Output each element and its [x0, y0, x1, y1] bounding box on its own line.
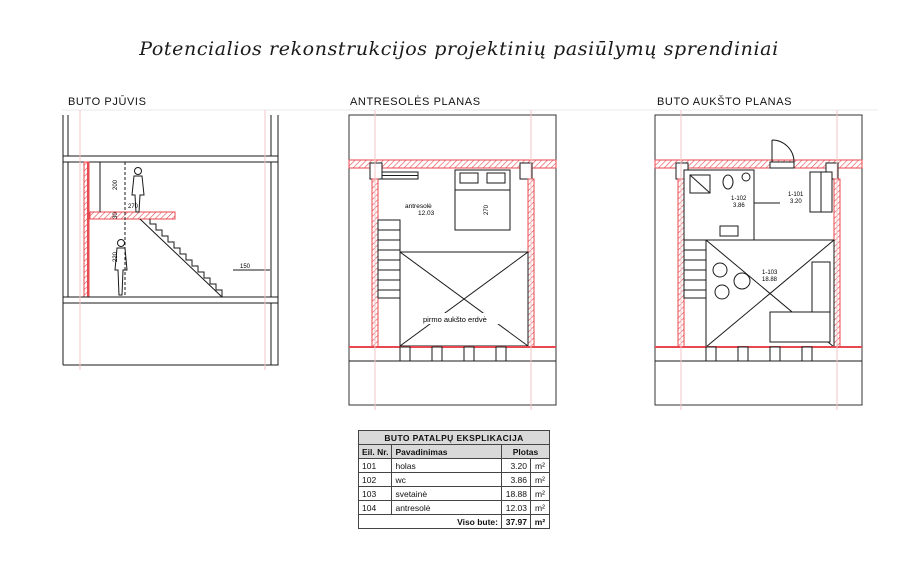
table-row [359, 459, 550, 473]
row-area: 12.03 [502, 501, 531, 515]
void-label: pirmo aukšto erdvė [423, 315, 487, 324]
col-header-no: Eil. Nr. [359, 445, 392, 459]
mezzanine-room-name: antresolė [405, 203, 432, 210]
section-label: BUTO PJŪVIS [68, 96, 147, 108]
mezzanine-plan [349, 110, 556, 410]
row-no: 102 [359, 473, 392, 487]
row-no: 101 [359, 459, 392, 473]
row-area: 18.88 [502, 487, 531, 501]
row-no: 103 [359, 487, 392, 501]
total-value: 37.97 [502, 515, 531, 529]
room-101-area: 3.20 [790, 199, 802, 205]
table-caption: BUTO PATALPŲ EKSPLIKACIJA [359, 431, 550, 445]
room-102-code: 1-102 [731, 196, 747, 202]
row-area: 3.86 [502, 473, 531, 487]
row-unit: m² [531, 459, 550, 473]
mezzanine-plan-label: ANTRESOLĖS PLANAS [350, 96, 481, 108]
total-label: Viso bute: [359, 515, 502, 529]
section-drawing [63, 110, 278, 370]
room-101-code: 1-101 [788, 192, 804, 198]
section-dim-270: 270 [128, 204, 139, 210]
row-unit: m² [531, 501, 550, 515]
floor-plan-label: BUTO AUKŠTO PLANAS [657, 96, 793, 108]
room-schedule-table [358, 430, 550, 529]
table-total-row [359, 515, 550, 529]
row-unit: m² [531, 473, 550, 487]
row-name: holas [392, 459, 502, 473]
row-area: 3.20 [502, 459, 531, 473]
table-row [359, 501, 550, 515]
row-name: antresolė [392, 501, 502, 515]
row-no: 104 [359, 501, 392, 515]
section-dim-30: 30 [113, 212, 119, 219]
mezzanine-bed-dim: 270 [484, 204, 490, 215]
total-unit: m² [531, 515, 550, 529]
room-103-code: 1-103 [762, 270, 778, 276]
section-dim-150: 150 [240, 264, 251, 270]
col-header-area: Plotas [502, 445, 550, 459]
section-dim-220: 220 [113, 251, 119, 262]
table-row [359, 473, 550, 487]
mezzanine-room-area: 12.03 [418, 210, 435, 217]
room-102-area: 3.86 [733, 203, 745, 209]
row-name: svetainė [392, 487, 502, 501]
table-row [359, 487, 550, 501]
row-name: wc [392, 473, 502, 487]
page-title: Potencialios rekonstrukcijos projektinių pasiūlymų sprendiniai [139, 38, 779, 60]
section-dim-200: 200 [113, 179, 119, 190]
col-header-name: Pavadinimas [392, 445, 502, 459]
floor-plan [655, 110, 862, 410]
room-103-area: 18.88 [762, 277, 778, 283]
row-unit: m² [531, 487, 550, 501]
